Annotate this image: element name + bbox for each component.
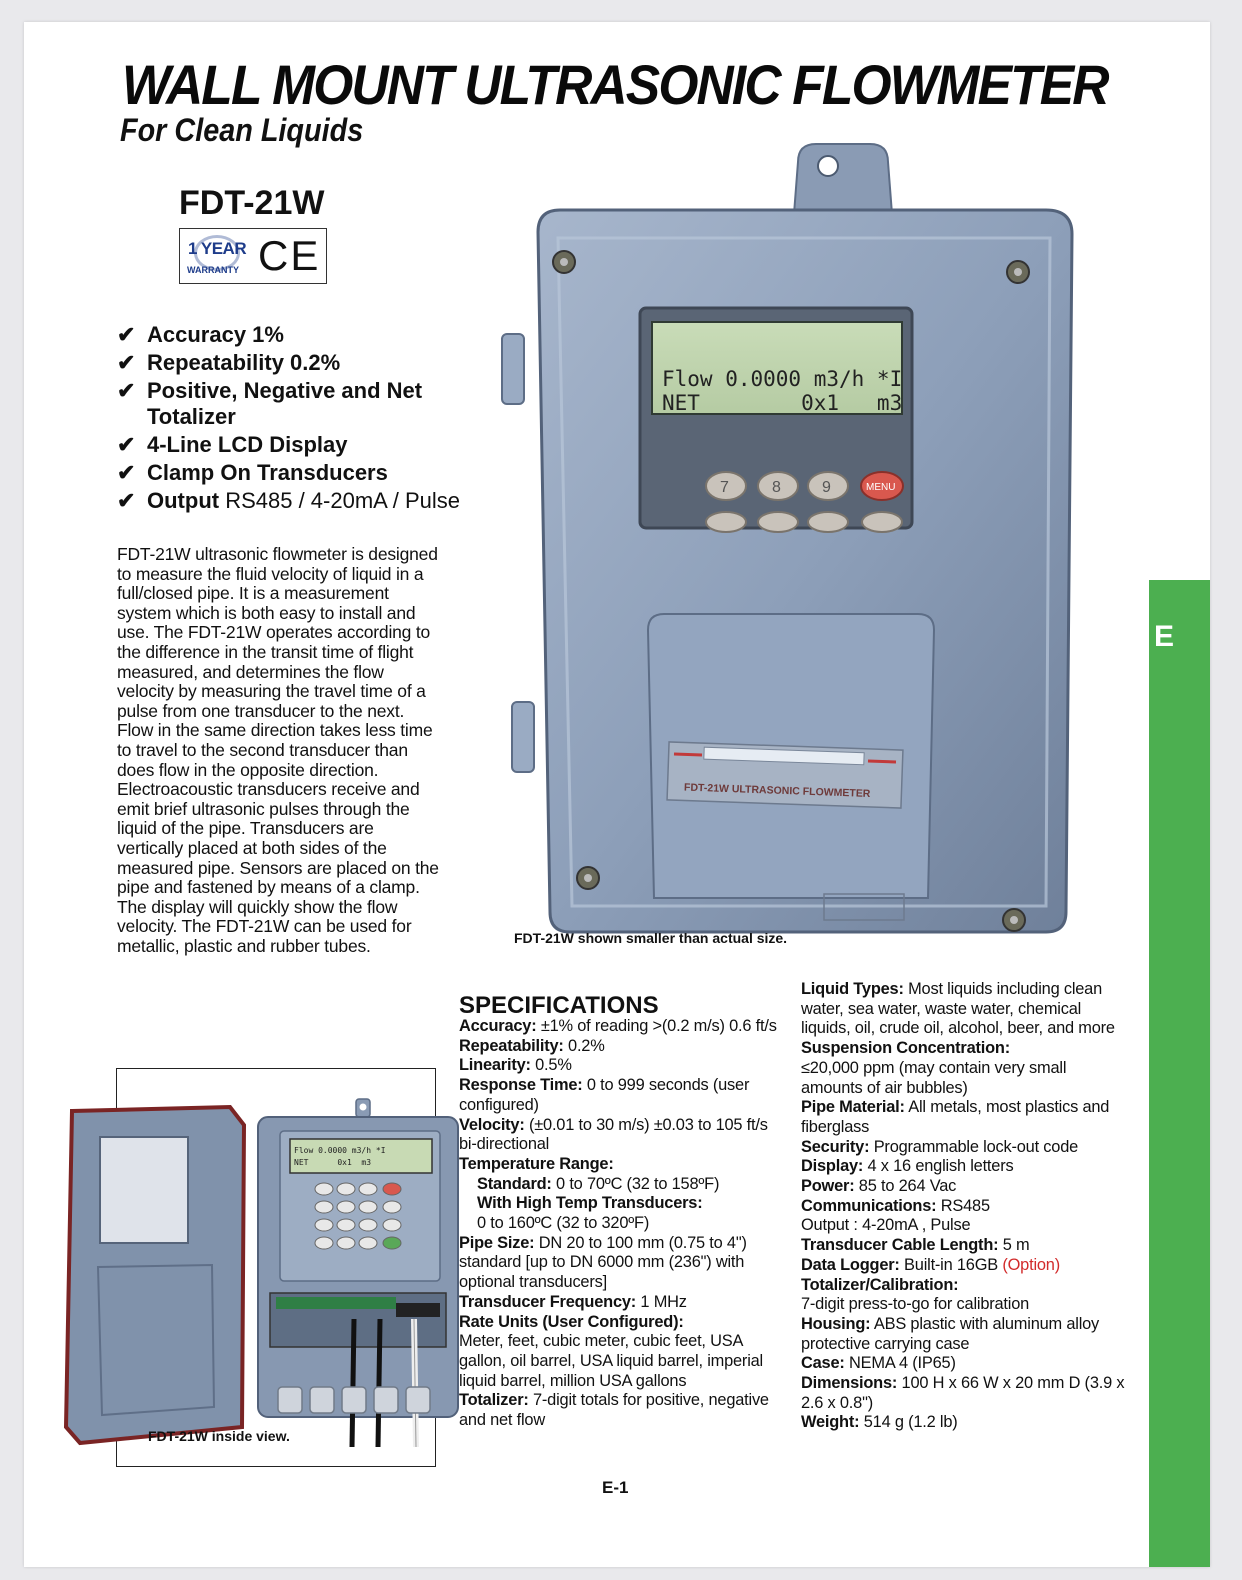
specs-left-column <box>459 1017 789 1431</box>
spec-row: Power: 85 to 264 Vac <box>801 1177 957 1196</box>
hinge-top <box>502 334 524 404</box>
model-number: FDT-21W <box>179 184 325 222</box>
feature-item <box>117 488 507 514</box>
spec-row: Linearity: 0.5% <box>459 1056 572 1075</box>
certification-box <box>179 228 327 284</box>
spec-row: Totalizer: 7-digit totals for positive, negative and net flow <box>459 1391 769 1430</box>
feature-item <box>117 460 507 486</box>
check-icon: ✔ <box>117 350 136 375</box>
check-icon: ✔ <box>117 460 136 485</box>
cable-glands <box>278 1387 430 1413</box>
feature-bold-text: Positive, Negative and Net Totalizer <box>147 378 423 429</box>
check-icon: ✔ <box>117 488 136 513</box>
spec-row: Repeatability: 0.2% <box>459 1036 605 1055</box>
screw-icon <box>1003 909 1025 931</box>
spec-row: Pipe Material: All metals, most plastics and fiberglass <box>801 1098 1110 1136</box>
page-subtitle: For Clean Liquids <box>120 112 364 148</box>
ce-mark-icon: CE <box>258 232 321 279</box>
spec-row: Accuracy: ±1% of reading >(0.2 m/s) 0.6 ft/s <box>459 1017 777 1035</box>
warranty-year: 1 YEAR <box>188 239 247 258</box>
key-9: 9 <box>822 479 831 496</box>
screw-icon <box>577 867 599 889</box>
spec-row: Meter, feet, cubic meter, cubic feet, USA gallon, oil barrel, USA liquid barrel, imperial liquid barrel, million USA gallons <box>459 1332 763 1390</box>
feature-item <box>117 322 507 348</box>
spec-row: Display: 4 x 16 english letters <box>801 1157 1014 1176</box>
spec-row: Pipe Size: DN 20 to 100 mm (0.75 to 4") standard [up to DN 6000 mm (236") with optional transducers] <box>459 1233 747 1292</box>
feature-list <box>117 322 507 516</box>
device-photo <box>498 142 1078 942</box>
feature-item <box>117 350 507 376</box>
spec-row: With High Temp Transducers: <box>477 1194 703 1213</box>
key-menu: MENU <box>866 482 896 493</box>
option-note: (Option) <box>1002 1255 1060 1274</box>
hinge-bottom <box>512 702 534 772</box>
inside-lcd-line-2: NET 0x1 m3 <box>294 1158 372 1167</box>
spec-row: Temperature Range: <box>459 1154 614 1173</box>
inside-view-caption: FDT-21W inside view. <box>148 1428 290 1444</box>
feature-bold-text: Repeatability 0.2% <box>147 350 341 375</box>
photo-caption: FDT-21W shown smaller than actual size. <box>514 930 788 946</box>
product-description: FDT-21W ultrasonic flowmeter is designed to measure the fluid velocity of liquid in a full/closed pipe. It is a measurement system which is both easy to install and use. The FDT-21W operates according to the difference in the transit time of flight measured, and determines the flow velocity by measuring the travel time of a pulse from one transducer to the next. Flow in the same direction takes less time to travel to the second transducer than does flow in the opposite direction. Electroacoustic transducers receive and emit brief ultrasonic pulses through the liquid of the pipe. Transducers are vertically placed at both sides of the measured pipe. Sensors are placed on the pipe and fastened by means of a clamp. The display will quickly show the flow velocity. The FDT-21W can be used for metallic, plastic and rubber tubes. <box>117 544 439 956</box>
screw-icon <box>1007 261 1029 283</box>
catalog-page <box>24 22 1210 1567</box>
feature-bold-text: 4-Line LCD Display <box>147 432 348 457</box>
spec-row: Dimensions: 100 H x 66 W x 20 mm D (3.9 x 2.6 x 0.8") <box>801 1374 1125 1412</box>
page-title: WALL MOUNT ULTRASONIC FLOWMETER <box>122 53 1108 116</box>
spec-row: Security: Programmable lock-out code <box>801 1137 1079 1156</box>
label-plate <box>667 742 903 808</box>
feature-bold-text: Output <box>147 488 220 513</box>
spec-row: Housing: ABS plastic with aluminum alloy protective carrying case <box>801 1314 1100 1353</box>
inside-lcd <box>290 1139 432 1173</box>
spec-row: 7-digit press-to-go for calibration <box>801 1295 1030 1314</box>
spec-row: Velocity: (±0.01 to 30 m/s) ±0.03 to 105 ft/s bi-directional <box>459 1115 768 1154</box>
mount-hole <box>818 156 838 176</box>
spec-row: Totalizer/Calibration: <box>801 1275 959 1294</box>
spec-row: Suspension Concentration: <box>801 1039 1010 1058</box>
check-icon: ✔ <box>117 378 136 403</box>
feature-bold-text: Accuracy 1% <box>147 322 284 347</box>
label-plate-text: FDT-21W ULTRASONIC FLOWMETER <box>683 781 871 800</box>
check-icon: ✔ <box>117 322 136 347</box>
feature-item <box>117 432 507 458</box>
spec-row: Standard: 0 to 70ºC (32 to 158ºF) <box>477 1174 720 1193</box>
spec-row: Case: NEMA 4 (IP65) <box>801 1354 956 1373</box>
screw-icon <box>553 251 575 273</box>
spec-row: Communications: RS485 <box>801 1196 990 1215</box>
spec-row: Output : 4-20mA , Pulse <box>801 1216 971 1235</box>
spec-row: Rate Units (User Configured): <box>459 1312 684 1331</box>
spec-row: Response Time: 0 to 999 seconds (user configured) <box>459 1076 750 1114</box>
spec-row: Liquid Types: Most liquids including clean water, sea water, waste water, chemical liquids, oil, crude oil, alcohol, beer, and more <box>801 980 1115 1038</box>
inside-view-photo <box>62 1097 462 1447</box>
specs-heading: SPECIFICATIONS <box>459 992 659 1019</box>
warranty-label: WARRANTY <box>187 265 239 275</box>
feature-plain-text: RS485 / 4-20mA / Pulse <box>219 488 460 513</box>
inside-lcd-line-1: Flow 0.0000 m3/h *I <box>294 1146 386 1155</box>
lid-window <box>100 1137 188 1243</box>
section-tab <box>1149 580 1210 1567</box>
warranty-badge <box>186 233 250 279</box>
lcd-line-2: NET 0x1 m3 <box>662 391 903 415</box>
mount-tab <box>794 144 892 214</box>
lcd-line-1: Flow 0.0000 m3/h *I <box>662 367 903 391</box>
spec-row: ≤20,000 ppm (may contain very small amounts of air bubbles) <box>801 1058 1067 1097</box>
key-7: 7 <box>720 479 729 496</box>
spec-row: Data Logger: Built-in 16GB (Option) <box>801 1255 1060 1274</box>
page-number: E-1 <box>602 1478 629 1497</box>
spec-row: 0 to 160ºC (32 to 320ºF) <box>477 1214 650 1233</box>
spec-row: Weight: 514 g (1.2 lb) <box>801 1413 958 1432</box>
spec-row: Transducer Frequency: 1 MHz <box>459 1292 687 1311</box>
specs-right-column <box>801 980 1131 1433</box>
section-tab-letter: E <box>1154 620 1175 653</box>
spec-row: Transducer Cable Length: 5 m <box>801 1236 1030 1255</box>
check-icon: ✔ <box>117 432 136 457</box>
key-8: 8 <box>772 479 781 496</box>
feature-bold-text: Clamp On Transducers <box>147 460 388 485</box>
feature-item <box>117 378 507 430</box>
